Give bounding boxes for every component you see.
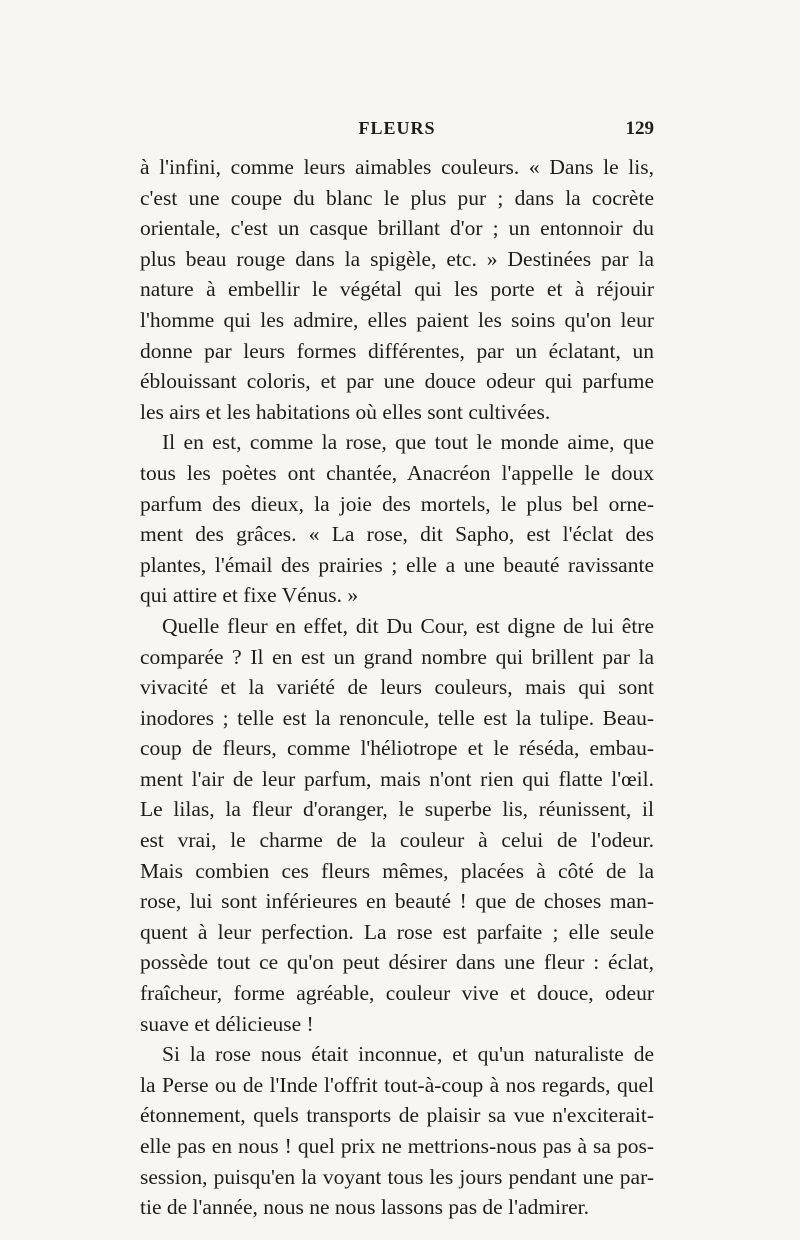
text-line: à l'infini, comme leurs aimables couleurs. « Dans le lis, [140, 155, 654, 179]
text-line: qui attire et fixe Vénus. » [140, 583, 359, 608]
text-line: c'est une coupe du blanc le plus pur ; dans la cocrète [140, 185, 654, 210]
text-line: Il en est, comme la rose, que tout le monde aime, que [162, 430, 654, 455]
text-line: elle pas en nous ! quel prix ne mettrions-nous pas à sa pos- [140, 1134, 654, 1158]
page-number: 129 [625, 118, 654, 139]
text-line: suave et délicieuse ! [140, 1011, 314, 1036]
paragraph [140, 152, 654, 427]
text-line: comparée ? Il en est un grand nombre qui brillent par la [140, 644, 654, 669]
paragraph [140, 427, 654, 611]
text-line: donne par leurs formes différentes, par un éclatant, un [140, 338, 654, 363]
text-line: éblouissant coloris, et par une douce odeur qui parfume [140, 369, 654, 394]
text-line: plus beau rouge dans la spigèle, etc. » Destinées par la [140, 246, 654, 271]
text-line: étonnement, quels transports de plaisir sa vue n'exciterait- [140, 1103, 654, 1128]
text-line: tous les poètes ont chantée, Anacréon l'appelle le doux [140, 460, 654, 485]
text-line: la Perse ou de l'Inde l'offrit tout-à-coup à nos regards, quel [140, 1072, 654, 1097]
paragraph [140, 611, 654, 1039]
text-line: session, puisqu'en la voyant tous les jours pendant une par- [140, 1164, 654, 1189]
text-line: Mais combien ces fleurs mêmes, placées à côté de la [140, 858, 654, 883]
text-line: vivacité et la variété de leurs couleurs, mais qui sont [140, 675, 654, 700]
text-line: l'homme qui les admire, elles paient les soins qu'on leur [140, 307, 654, 332]
text-line: possède tout ce qu'on peut désirer dans une fleur : éclat, [140, 950, 654, 975]
text-line: ment l'air de leur parfum, mais n'ont rien qui flatte l'œil. [140, 766, 654, 791]
text-line: les airs et les habitations où elles sont cultivées. [140, 399, 551, 424]
text-line: nature à embellir le végétal qui les porte et à réjouir [140, 277, 654, 302]
text-line: Si la rose nous était inconnue, et qu'un naturaliste de [162, 1042, 654, 1067]
text-line: tie de l'année, nous ne nous lassons pas de l'admirer. [140, 1195, 589, 1220]
text-line: inodores ; telle est la renoncule, telle est la tulipe. Beau- [140, 705, 654, 730]
text-line: Quelle fleur en effet, dit Du Cour, est digne de lui être [162, 613, 654, 638]
text-line: quent à leur perfection. La rose est parfaite ; elle seule [140, 919, 654, 944]
text-line: fraîcheur, forme agréable, couleur vive et douce, odeur [140, 981, 654, 1006]
text-line: coup de fleurs, comme l'héliotrope et le réséda, embau- [140, 736, 654, 761]
body-text [140, 152, 654, 1223]
page-header [140, 118, 654, 148]
text-line: Le lilas, la fleur d'oranger, le superbe lis, réunissent, il [140, 797, 654, 822]
text-line: plantes, l'émail des prairies ; elle a une beauté ravissante [140, 552, 654, 577]
paragraph [140, 1039, 654, 1223]
text-line: parfum des dieux, la joie des mortels, le plus bel orne- [140, 491, 654, 516]
text-line: ment des grâces. « La rose, dit Sapho, est l'éclat des [140, 522, 654, 547]
text-line: est vrai, le charme de la couleur à celui de l'odeur. [140, 828, 654, 853]
running-title: FLEURS [358, 118, 436, 138]
text-line: rose, lui sont inférieures en beauté ! que de choses man- [140, 889, 654, 914]
text-line: orientale, c'est un casque brillant d'or ; un entonnoir du [140, 216, 654, 241]
